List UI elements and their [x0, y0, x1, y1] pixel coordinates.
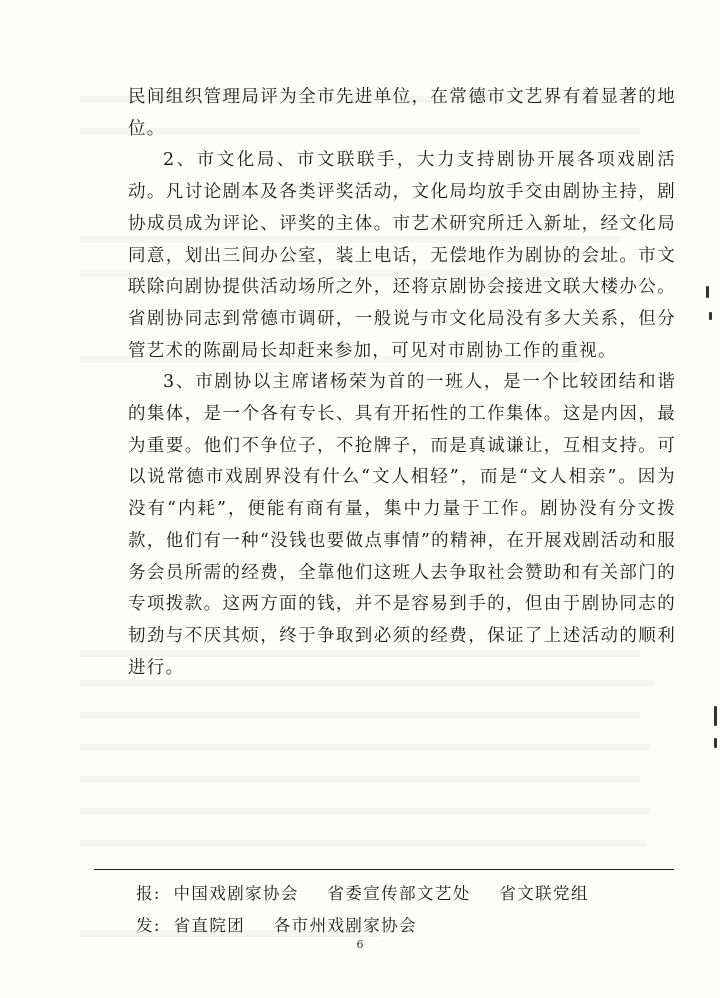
- paragraph-item-3: 3、市剧协以主席诸杨荣为首的一班人，是一个比较团结和谐的集体，是一个各有专长、具有开拓性的工作集体。这是内因，最为重要。他们不争位子，不抢牌子，而是真诚谦让，互相支持。可以说常德市戏剧界没有什么“文人相轻”，而是“文人相亲”。因为没有“内耗”，便能有商有量，集中力量于工作。剧协没有分文拨款，他们有一种“没钱也要做点事情”的精神，在开展戏剧活动和服务会员所需的经费，全靠他们这班人去争取社会赞助和有关部门的专项拨款。这两方面的钱，并不是容易到手的，但由于剧协同志的韧劲与不厌其烦，终于争取到必须的经费，保证了上述活动的顺利进行。: [128, 372, 676, 678]
- send-org: 各市州戏剧家协会: [273, 916, 417, 935]
- binding-mark: [714, 738, 717, 748]
- report-to-line: [136, 880, 611, 904]
- report-org: 中国戏剧家协会: [173, 884, 299, 903]
- binding-mark: [706, 286, 709, 298]
- page-number: 6: [356, 938, 364, 951]
- send-label: 发:: [136, 916, 161, 935]
- send-to-line: [136, 912, 439, 936]
- paragraph-continued: 民间组织管理局评为全市先进单位，在常德市文艺界有着显著的地位。: [128, 87, 676, 139]
- report-org: 省委宣传部文艺处: [327, 884, 471, 903]
- binding-mark: [709, 312, 712, 320]
- paragraph-item-2: 2、市文化局、市文联联手，大力支持剧协开展各项戏剧活动。凡讨论剧本及各类评奖活动，文化局均放手交由剧协主持，剧协成员成为评论、评奖的主体。市艺术研究所迁入新址，经文化局同意，划出三间办公室，装上电话，无偿地作为剧协的会址。市文联除向剧协提供活动场所之外，还将京剧协会接进文联大楼办公。省剧协同志到常德市调研，一般说与市文化局没有多大关系，但分管艺术的陈副局长却赶来参加，可见对市剧协工作的重视。: [128, 150, 676, 361]
- report-label: 报:: [136, 884, 161, 903]
- report-org: 省文联党组: [499, 884, 589, 903]
- body-text: [128, 82, 676, 684]
- binding-mark: [714, 706, 717, 726]
- send-org: 省直院团: [173, 916, 246, 935]
- footer-divider: [94, 869, 674, 870]
